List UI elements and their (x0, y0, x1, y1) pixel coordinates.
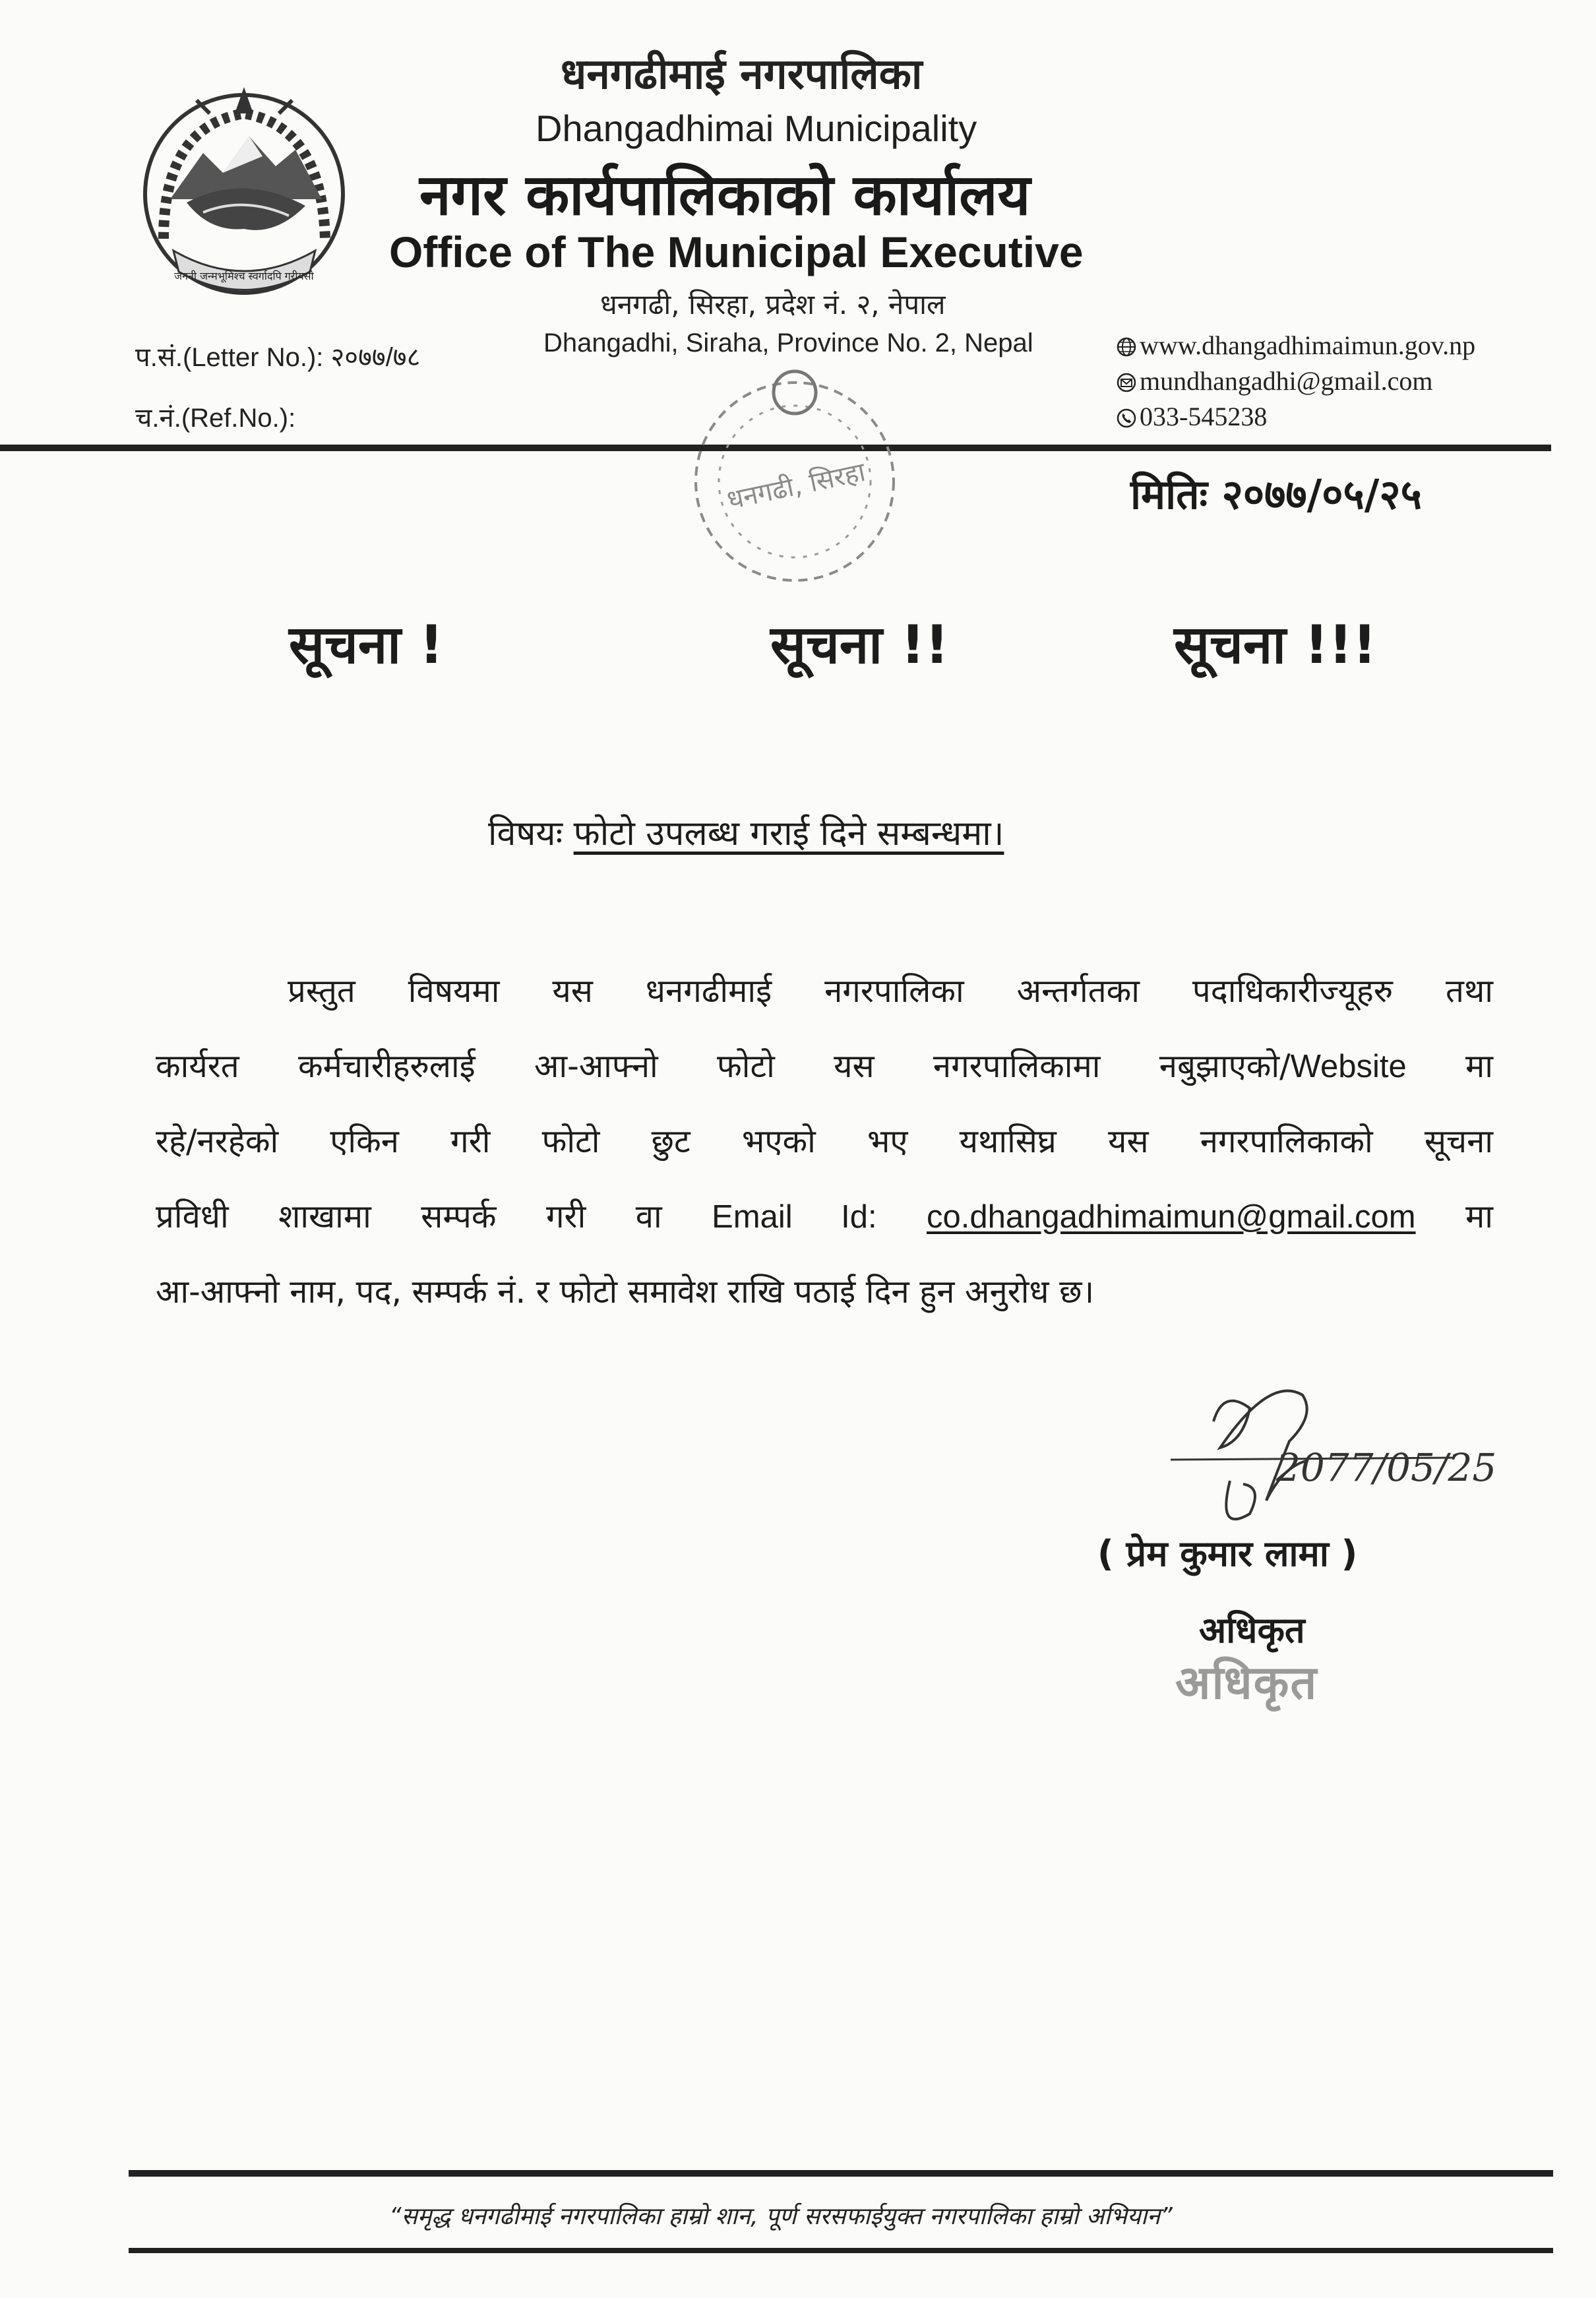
reference-number: च.नं.(Ref.No.): (135, 404, 296, 433)
subject-text: फोटो उपलब्ध गराई दिने सम्बन्धमा। (573, 814, 1004, 854)
signature-date: 2077/05/25 (1276, 1445, 1497, 1490)
footer-divider-bottom (129, 2248, 1553, 2253)
office-name-nepali: नगर कार्यपालिकाको कार्यालय (419, 162, 1031, 228)
footer-divider-top (129, 2170, 1553, 2177)
contact-email[interactable] (1116, 365, 1433, 396)
address-english: Dhangadhi, Siraha, Province No. 2, Nepal (543, 328, 1033, 357)
municipality-name-english: Dhangadhimai Municipality (536, 108, 977, 149)
letter-number: प.सं.(Letter No.): २०७७/७८ (135, 343, 421, 372)
body-line-4-label: Email Id: (712, 1199, 877, 1235)
address-nepali: धनगढी, सिरहा, प्रदेश नं. २, नेपाल (600, 288, 946, 321)
notice-heading-3: सूचना !!! (1174, 614, 1377, 675)
emblem-motto: जननी जन्मभूमिश्च स्वर्गादपि गरीयसी (174, 270, 314, 282)
post-stamp: अधिकृत (1175, 1656, 1318, 1710)
contact-website[interactable] (1116, 330, 1475, 361)
notice-heading-1: सूचना ! (289, 614, 444, 675)
nepal-emblem-logo (124, 74, 365, 315)
body-line-5: आ-आफ्नो नाम, पद, सम्पर्क नं. र फोटो समावेश राखि पठाई दिन हुन अनुरोध छ। (156, 1273, 1095, 1311)
stamp-text: धनगढी, सिरहा (724, 456, 869, 516)
subject-label: विषयः (488, 814, 563, 854)
contact-phone[interactable] (1116, 401, 1267, 432)
body-line-4-end: मा (1415, 1198, 1493, 1235)
signer-post: अधिकृत (1199, 1609, 1305, 1651)
body-line-4-text: प्रविधी शाखामा सम्पर्क गरी वा (156, 1198, 712, 1235)
mail-icon (1116, 372, 1137, 393)
handwritten-signature (1151, 1349, 1507, 1547)
body-line-2-website: Website (1290, 1049, 1407, 1084)
body-line-2-text: कार्यरत कर्मचारीहरुलाई आ-आफ्नो फोटो यस नगरपालिकामा नबुझाएको/ (156, 1047, 1291, 1085)
body-line-2-end: मा (1406, 1047, 1493, 1085)
office-stamp (666, 353, 923, 610)
body-line-4 (156, 1194, 1493, 1237)
website-text: www.dhangadhimaimun.gov.np (1140, 330, 1476, 360)
body-line-2 (156, 1043, 1493, 1087)
subject-line (488, 809, 1004, 855)
municipality-name-nepali: धनगढीमाई नगरपालिका (561, 50, 923, 99)
letter-date: मितिः २०७७/०५/२५ (1130, 470, 1422, 518)
email-text: mundhangadhi@gmail.com (1140, 366, 1433, 396)
body-line-1: प्रस्तुत विषयमा यस धनगढीमाई नगरपालिका अन्तर्गतका पदाधिकारीज्यूहरु तथा (288, 972, 1493, 1010)
body-line-3: रहे/नरहेको एकिन गरी फोटो छुट भएको भए यथासिघ्र यस नगरपालिकाको सूचना (156, 1123, 1493, 1160)
office-name-english: Office of The Municipal Executive (389, 228, 1084, 276)
phone-text: 033-545238 (1140, 402, 1268, 431)
phone-icon (1116, 408, 1137, 429)
notice-heading-2: सूचना !! (770, 614, 949, 675)
globe-icon (1116, 336, 1137, 357)
signer-name: ( प्रेम कुमार लामा ) (1097, 1533, 1358, 1574)
body-email-link[interactable]: co.dhangadhimaimun@gmail.com (927, 1199, 1416, 1235)
footer-slogan: “समृद्ध धनगढीमाई नगरपालिका हाम्रो शान, पूर्ण सरसफाईयुक्त नगरपालिका हाम्रो अभियान” (389, 2203, 1173, 2230)
